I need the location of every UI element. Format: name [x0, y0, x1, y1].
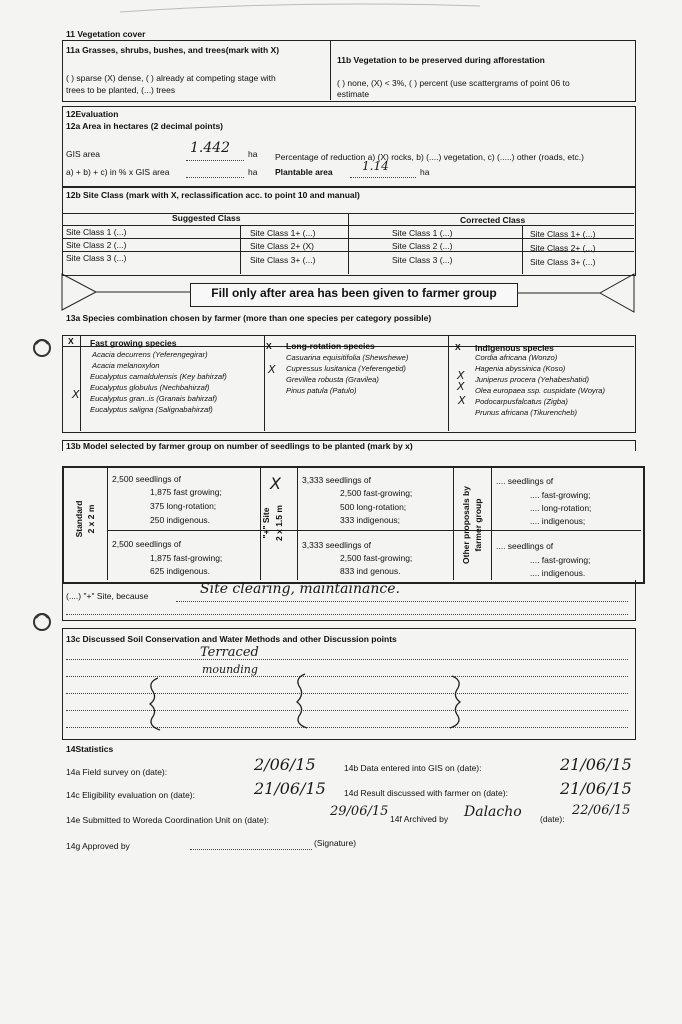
- section-11b-title: 11b Vegetation to be preserved during afforestation: [337, 55, 545, 65]
- plus-site-label: "+" Site: [261, 507, 271, 539]
- other1-line: .... seedlings of: [496, 476, 554, 486]
- fast-species-item: Eucalyptus saligna (Salignabahirzaf): [90, 405, 213, 414]
- long-species-item: Casuarina equisitifolia (Shewshewe): [286, 353, 409, 362]
- other-proposals-label: Other proposals by: [461, 486, 471, 564]
- section-12a-title: 12a Area in hectares (2 decimal points): [66, 121, 223, 131]
- discussed-label: 14d Result discussed with farmer on (date):: [344, 788, 508, 798]
- fast-species-item: Eucalyptus globulus (Nechbahirzaf): [90, 383, 210, 392]
- gis-area-label: GIS area: [66, 149, 101, 159]
- other2-line: .... seedlings of: [496, 541, 554, 551]
- long-species-item: Cupressus lusitanica (Yeferengetid): [286, 364, 406, 373]
- plantable-area-label: Plantable area: [275, 167, 333, 177]
- other2-line: .... fast-growing;: [530, 555, 591, 565]
- field-survey-date: 2/06/15: [254, 755, 316, 774]
- signature-label: (Signature): [314, 838, 357, 848]
- indig-col-mark: X: [455, 342, 461, 352]
- indigenous-species-item: Prunus africana (Tikurencheb): [475, 408, 578, 417]
- other2-line: .... indigenous.: [530, 568, 586, 578]
- std2-line: 2,500 seedlings of: [112, 539, 181, 549]
- section-13c-title: 13c Discussed Soil Conservation and Water Methods and other Discussion points: [66, 634, 397, 644]
- approved-label: 14g Approved by: [66, 841, 130, 851]
- plus1-line: 2,500 fast-growing;: [340, 488, 413, 498]
- fast-col-mark: X: [68, 336, 74, 346]
- site-class-cell: Site Class 1 (...): [392, 228, 453, 238]
- site-class-cell: Site Class 3+ (...): [530, 257, 596, 267]
- discussion-hw-1: Terraced: [200, 645, 259, 660]
- indig-mark-juniperus: X: [457, 380, 465, 393]
- gis-area-value: 1.442: [190, 140, 231, 156]
- site-because-label: (....) "+" Site, because: [66, 591, 149, 601]
- std2-line: 625 indigenous.: [150, 566, 211, 576]
- long-species-item: Grevillea robusta (Gravilea): [286, 375, 379, 384]
- indigenous-species-item: Podocarpusfalcatus (Zigba): [475, 397, 568, 406]
- std1-line: 250 indigenous.: [150, 515, 211, 525]
- fast-species-item: Eucalyptus gran..is (Granais bahirzaf): [90, 394, 218, 403]
- archived-date-label: (date):: [540, 814, 565, 824]
- section-12-title: 12Evaluation: [66, 109, 119, 119]
- section-11a-title: 11a Grasses, shrubs, bushes, and trees(mark with X): [66, 45, 280, 55]
- other1-line: .... long-rotation;: [530, 503, 592, 513]
- site-class-cell: Site Class 1+ (...): [530, 229, 596, 239]
- other1-line: .... indigenous;: [530, 516, 586, 526]
- site-class-cell: Site Class 2+ (...): [530, 243, 596, 253]
- other-proposals-label2: farmer group: [473, 498, 483, 552]
- section-11a-line1: ( ) sparse (X) dense, ( ) already at competing stage with: [66, 73, 276, 83]
- field-survey-label: 14a Field survey on (date):: [66, 767, 168, 777]
- plus1-line: 500 long-rotation;: [340, 502, 407, 512]
- std1-line: 1,875 fast growing;: [150, 487, 222, 497]
- plus2-line: 3,333 seedlings of: [302, 540, 371, 550]
- indigenous-species-item: Cordia africana (Wonzo): [475, 353, 558, 362]
- site-class-cell: Site Class 2+ (X): [250, 241, 315, 251]
- archived-date: 22/06/15: [572, 803, 631, 818]
- standard-label: Standard: [74, 500, 84, 538]
- plus-site-mark: X: [270, 474, 281, 493]
- std1-line: 2,500 seedlings of: [112, 474, 181, 484]
- section-12b-title: 12b Site Class (mark with X, reclassification acc. to point 10 and manual): [66, 190, 360, 200]
- site-class-cell: Site Class 2 (...): [392, 241, 453, 251]
- archived-label: 14f Archived by: [390, 814, 449, 824]
- archived-signature: Dalacho: [464, 804, 522, 820]
- plus2-line: 833 ind genous.: [340, 566, 401, 576]
- plus2-line: 2,500 fast-growing;: [340, 553, 413, 563]
- plus1-line: 3,333 seedlings of: [302, 475, 371, 485]
- plus1-line: 333 indigenous;: [340, 515, 401, 525]
- reduction-calc-label: a) + b) + c) in % x GIS area: [66, 167, 170, 177]
- reduction-text: Percentage of reduction a) (X) rocks, b) (....) vegetation, c) (.....) other (roads, etc.): [275, 152, 584, 162]
- gis-entry-label: 14b Data entered into GIS on (date):: [344, 763, 482, 773]
- indigenous-species-item: Juniperus procera (Yehabeshatid): [475, 375, 589, 384]
- indigenous-header: Indigenous species: [475, 343, 554, 353]
- eligibility-label: 14c Eligibility evaluation on (date):: [66, 790, 195, 800]
- plus-site-size: 2 x 1.5 m: [274, 505, 284, 541]
- gis-entry-date: 21/06/15: [560, 755, 632, 774]
- indigenous-species-item: Olea europaea ssp. cuspidate (Woyra): [475, 386, 606, 395]
- indig-mark-hagenia: X: [457, 369, 465, 382]
- submitted-date: 29/06/15: [330, 804, 389, 819]
- long-species-item: Pinus patula (Patulo): [286, 386, 357, 395]
- eligibility-date: 21/06/15: [254, 779, 326, 798]
- fast-mark-globulus: X: [72, 388, 80, 401]
- plantable-area-unit: ha: [420, 167, 430, 177]
- fast-species-item: Acacia decurrens (Yeferengegirar): [92, 350, 208, 359]
- standard-size: 2 x 2 m: [86, 504, 96, 534]
- long-rotation-header: Long-rotation species: [286, 341, 375, 351]
- corrected-class-header: Corrected Class: [460, 215, 526, 225]
- long-mark-cupressus: X: [268, 363, 276, 376]
- long-col-mark: X: [266, 341, 272, 351]
- site-class-cell: Site Class 3 (...): [392, 255, 453, 265]
- section-11b-line2: estimate: [337, 89, 370, 99]
- section-14-title: 14Statistics: [66, 744, 114, 754]
- section-11b-line1: ( ) none, (X) < 3%, ( ) percent (use scattergrams of point 06 to: [337, 78, 570, 88]
- site-class-cell: Site Class 3+ (...): [250, 255, 316, 265]
- plantable-area-value: 1.14: [362, 159, 389, 173]
- suggested-class-header: Suggested Class: [172, 213, 241, 223]
- section-11-header: 11 Vegetation cover: [66, 29, 146, 39]
- fill-only-banner-text: Fill only after area has been given to farmer group: [211, 286, 497, 300]
- fast-species-item: Eucalyptus camaldulensis (Key bahirzaf): [90, 372, 227, 381]
- fast-species-item: Acacia melanoxylon: [92, 361, 160, 370]
- section-13b-title: 13b Model selected by farmer group on number of seedlings to be planted (mark by x): [66, 441, 413, 451]
- gis-area-unit: ha: [248, 149, 258, 159]
- site-class-cell: Site Class 1 (...): [66, 227, 127, 237]
- site-because-handwritten: Site clearing, maintainance.: [200, 581, 400, 597]
- indig-mark-olea: X: [458, 394, 466, 407]
- std2-line: 1,875 fast-growing;: [150, 553, 223, 563]
- reduction-calc-unit: ha: [248, 167, 258, 177]
- site-class-cell: Site Class 3 (...): [66, 253, 127, 263]
- discussion-hw-2: mounding: [202, 663, 258, 676]
- discussed-date: 21/06/15: [560, 779, 632, 798]
- section-13a-title: 13a Species combination chosen by farmer (more than one species per category possible): [66, 313, 432, 323]
- site-class-cell: Site Class 2 (...): [66, 240, 127, 250]
- std1-line: 375 long-rotation;: [150, 501, 217, 511]
- fast-growing-header: Fast growing species: [90, 338, 177, 348]
- indigenous-species-item: Hagenia abyssinica (Koso): [475, 364, 566, 373]
- site-class-cell: Site Class 1+ (...): [250, 228, 316, 238]
- section-11a-line2: trees to be planted, (...) trees: [66, 85, 176, 95]
- submitted-label: 14e Submitted to Woreda Coordination Unit on (date):: [66, 815, 270, 825]
- other1-line: .... fast-growing;: [530, 490, 591, 500]
